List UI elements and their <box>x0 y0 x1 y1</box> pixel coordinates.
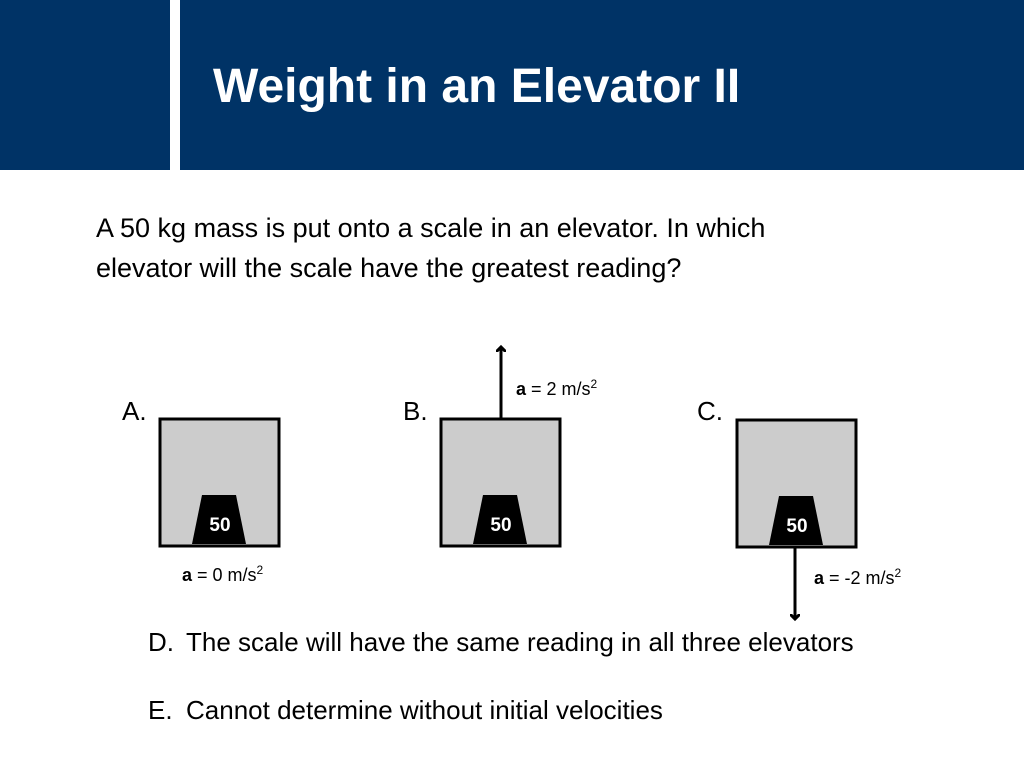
accel-exponent: 2 <box>590 377 598 391</box>
elevator-c-mass-label: 50 <box>786 516 808 537</box>
elevator-b-mass-label: 50 <box>490 515 512 536</box>
elevator-c <box>737 420 856 619</box>
accel-value: = 0 m/s <box>192 565 257 585</box>
answer-d <box>148 626 854 658</box>
accel-value: = 2 m/s <box>526 379 591 399</box>
elevator-b-accel-label <box>516 378 597 400</box>
accel-value: = -2 m/s <box>824 568 895 588</box>
option-a-label: A. <box>122 396 147 426</box>
answer-e-letter: E. <box>148 695 173 725</box>
answer-e-text: Cannot determine without initial velocities <box>186 695 663 725</box>
elevator-c-accel-label <box>814 567 901 589</box>
elevator-a <box>160 419 279 546</box>
answer-d-letter: D. <box>148 627 174 657</box>
accel-symbol: a <box>814 568 825 588</box>
question-line-2: elevator will the scale have the greatest reading? <box>96 253 682 283</box>
question-line-1: A 50 kg mass is put onto a scale in an elevator. In which <box>96 213 766 243</box>
accel-exponent: 2 <box>256 563 264 577</box>
elevator-a-accel-label <box>182 564 263 586</box>
accel-exponent: 2 <box>894 566 902 580</box>
accel-symbol: a <box>516 379 527 399</box>
option-c-label: C. <box>697 396 723 426</box>
elevator-a-mass-label: 50 <box>209 515 231 536</box>
slide-title: Weight in an Elevator II <box>213 60 741 113</box>
accel-symbol: a <box>182 565 193 585</box>
answer-d-text: The scale will have the same reading in all three elevators <box>186 627 854 657</box>
answer-e <box>148 694 663 726</box>
option-b-label: B. <box>403 396 428 426</box>
elevator-b <box>441 347 560 546</box>
